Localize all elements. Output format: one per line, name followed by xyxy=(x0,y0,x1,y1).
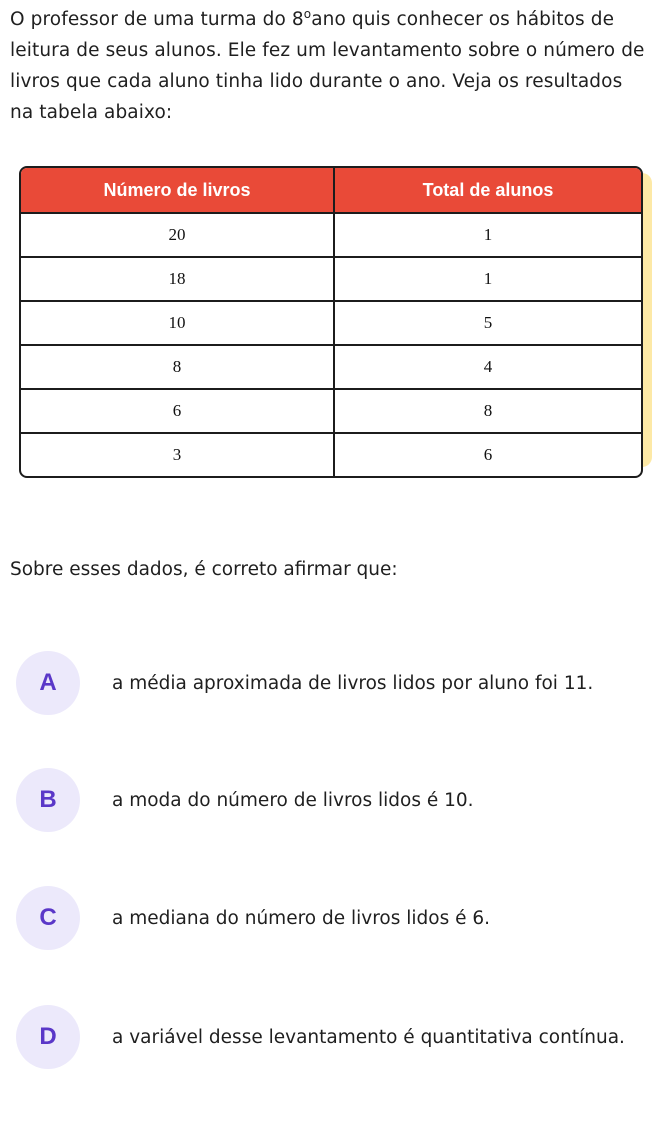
cell-students: 8 xyxy=(335,390,641,434)
cell-books: 3 xyxy=(21,434,335,476)
option-c-badge[interactable]: C xyxy=(16,886,80,950)
cell-books: 20 xyxy=(21,214,335,258)
cell-students: 6 xyxy=(483,445,493,464)
table-row xyxy=(21,302,641,346)
table-header-row xyxy=(21,168,641,214)
cell-books: 8 xyxy=(21,346,335,390)
question-text xyxy=(10,4,650,128)
option-a-text[interactable]: a média aproximada de livros lidos por aluno foi 11. xyxy=(112,673,594,694)
option-c[interactable] xyxy=(16,886,646,952)
data-table xyxy=(19,166,643,478)
table-row xyxy=(21,434,641,476)
option-b-text[interactable]: a moda do número de livros lidos é 10. xyxy=(112,790,474,811)
prompt-text: Sobre esses dados, é correto afirmar que: xyxy=(10,559,398,580)
table-row xyxy=(21,390,641,434)
option-d[interactable] xyxy=(16,1005,646,1075)
question-text-end: ano quis conhecer os hábitos de leitura de seus alunos. Ele fez um levantamento sobre o número de livros que cada aluno tinha lido durante o ano. Veja os resultados na tabela abaixo: xyxy=(10,9,645,123)
option-b-badge[interactable]: B xyxy=(16,768,80,832)
cell-books: 10 xyxy=(21,302,335,346)
cell-students: 1 xyxy=(335,258,641,302)
option-b[interactable] xyxy=(16,768,646,834)
option-a[interactable] xyxy=(16,651,646,717)
header-total-students: Total de alunos xyxy=(335,168,641,214)
cell-books: 18 xyxy=(21,258,335,302)
grade-superscript: o xyxy=(303,7,312,21)
cell-students: 1 xyxy=(335,214,641,258)
header-number-of-books: Número de livros xyxy=(21,168,335,214)
option-d-badge[interactable]: D xyxy=(16,1005,80,1069)
cell-students: 5 xyxy=(335,302,641,346)
option-d-text[interactable]: a variável desse levantamento é quantitativa contínua. xyxy=(112,1027,625,1048)
cell-books: 6 xyxy=(21,390,335,434)
option-c-text[interactable]: a mediana do número de livros lidos é 6. xyxy=(112,908,491,929)
question-text-start: O professor de uma turma do xyxy=(10,9,292,30)
table-row xyxy=(21,258,641,302)
table-row xyxy=(21,346,641,390)
table-row xyxy=(21,214,641,258)
data-table-container xyxy=(19,166,643,462)
grade-number: 8 xyxy=(291,9,304,30)
option-a-badge[interactable]: A xyxy=(16,651,80,715)
cell-students: 4 xyxy=(335,346,641,390)
